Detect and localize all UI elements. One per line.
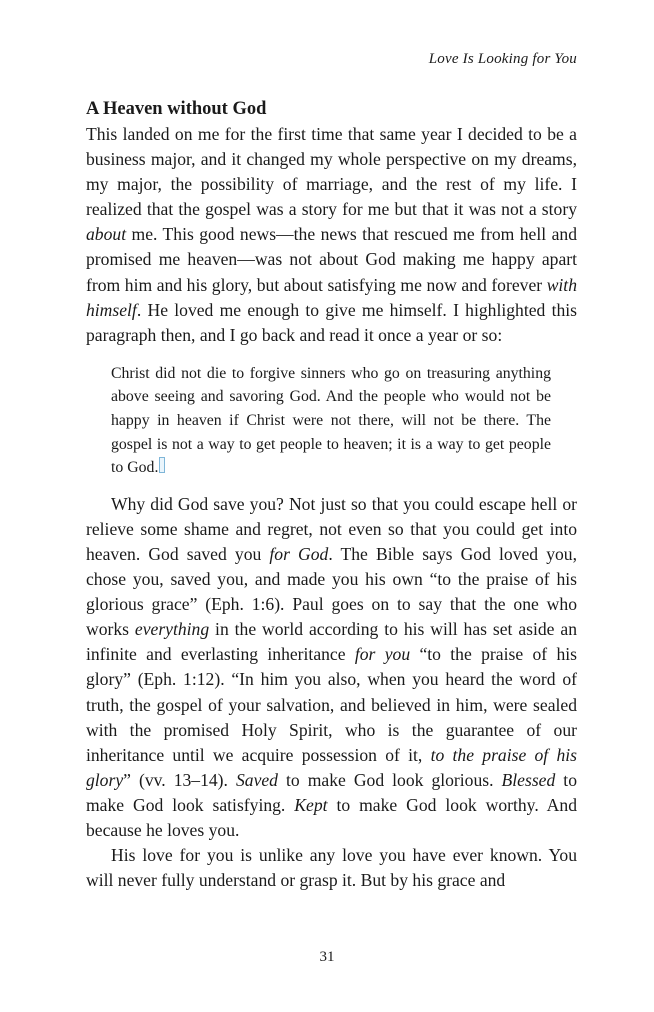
- text-run: to make God look satisfying.: [86, 769, 577, 815]
- text-run: . The Bible says God loved you, chose you, saved you, and made you his own “to the praise of his glorious grace” (Eph. 1:6). Paul goes on to say that the one who works: [86, 544, 577, 640]
- emphasis: for God: [269, 544, 329, 564]
- body-paragraph: His love for you is unlike any love you have ever known. You will never fully understand or grasp it. But by his grace and: [86, 845, 577, 891]
- footnote-marker-icon[interactable]: [159, 457, 165, 473]
- emphasis: with himself: [86, 274, 577, 320]
- emphasis: for you: [354, 644, 411, 665]
- page-body: [86, 96, 577, 893]
- emphasis: Kept: [294, 794, 328, 815]
- body-paragraph: [86, 122, 577, 348]
- text-run: to make God look worthy. And because he loves you.: [86, 794, 577, 841]
- running-head: Love Is Looking for You: [428, 51, 577, 67]
- page-number: 31: [319, 949, 335, 965]
- text-run: in the world according to his will has set aside an infinite and everlasting inheritance: [86, 619, 577, 665]
- text-run: . He loved me enough to give me himself. I highlighted this paragraph then, and I go back and read it once a year or so:: [86, 299, 577, 345]
- text-run: Why did God save you? Not just so that you could escape hell or relieve some shame and regret, not even so that you could get into heaven. God saved you: [86, 493, 577, 564]
- text-run: me. This good news—the news that rescued me from hell and promised me heaven—was not about God making me happy apart from him and his glory, but about satisfying me now and forever: [86, 224, 577, 295]
- emphasis: Blessed: [501, 769, 556, 790]
- emphasis: everything: [134, 619, 210, 640]
- emphasis: to the praise of his glory: [86, 744, 577, 790]
- block-quote-text: Christ did not die to forgive sinners who go on treasuring anything above seeing and savoring God. And the people who would not be happy in heaven if Christ were not there, will not be there. The gospel is not a way to get people to heaven; it is a way to get people to God.: [111, 364, 551, 477]
- body-paragraph: [86, 492, 577, 843]
- text-run: to make God look glorious.: [277, 769, 502, 790]
- text-run: ” (vv. 13–14).: [123, 769, 236, 790]
- text-run: This landed on me for the first time that same year I decided to be a business major, and it changed my whole perspective on my dreams, my major, the possibility of marriage, and the rest of my life. I realized that the gospel was a story for me but that it was not a story: [86, 124, 577, 220]
- text-run: “to the praise of his glory” (Eph. 1:12). “In him you also, when you heard the word of truth, the gospel of your salvation, and believed in him, were sealed with the promised Holy Spirit, who is the guarantee of our inheritance until we acquire possession of it,: [86, 644, 577, 765]
- emphasis: about: [86, 224, 127, 245]
- block-quote: [111, 362, 551, 480]
- emphasis: Saved: [235, 769, 278, 790]
- section-heading: A Heaven without God: [86, 99, 267, 119]
